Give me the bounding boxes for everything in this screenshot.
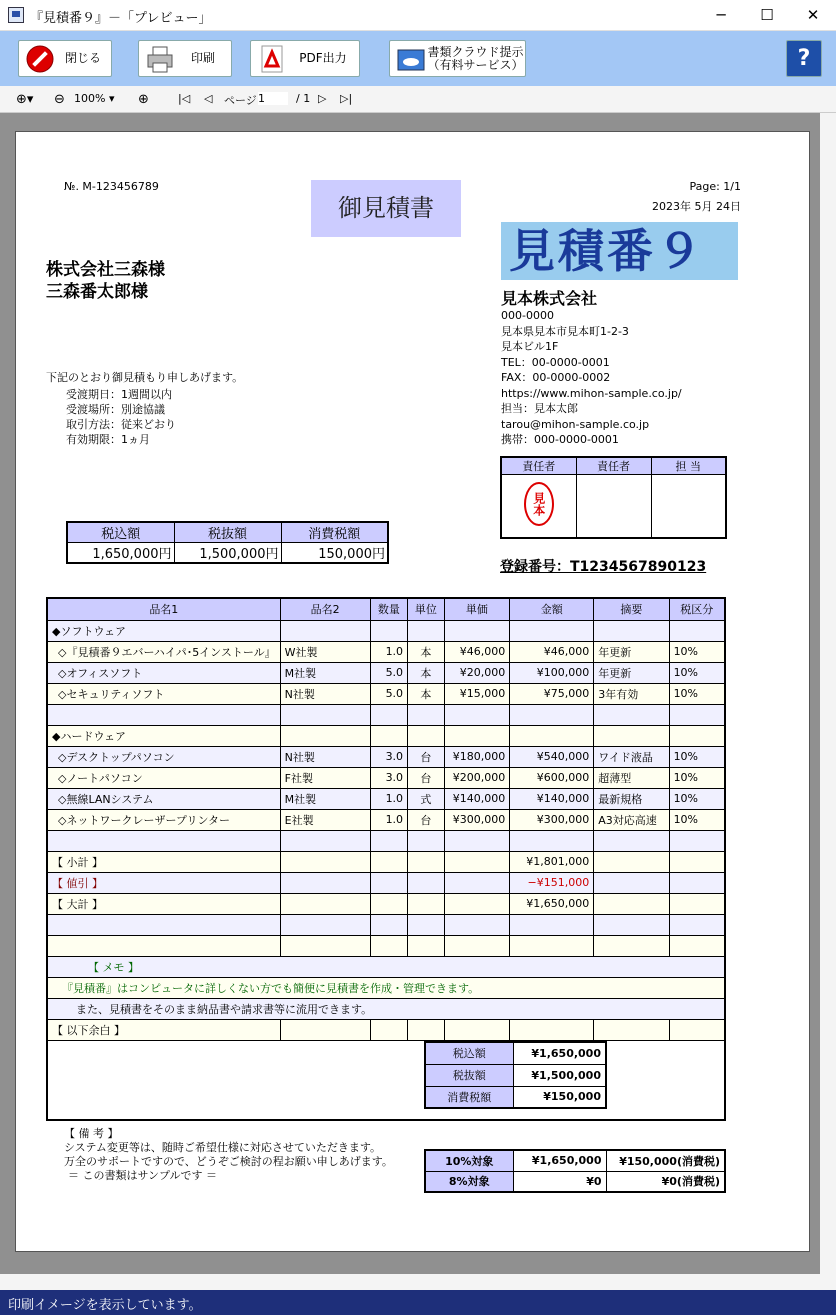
table-cell: [408, 830, 445, 851]
table-cell: [370, 872, 407, 893]
table-cell: ¥140,000: [444, 788, 510, 809]
table-cell: 10%: [669, 641, 725, 662]
table-cell: ワイド液晶: [594, 746, 669, 767]
cloud-folder-icon: [396, 44, 426, 74]
table-cell: [280, 620, 370, 641]
table-cell: 10%: [669, 767, 725, 788]
table-row: [47, 914, 725, 935]
memo-line-1: 『見積番』はコンピュータに詳しくない方でも簡便に見積書を作成・管理できます。: [47, 977, 725, 998]
zoom-reset-icon[interactable]: ⊕: [138, 92, 149, 107]
table-cell: [370, 830, 407, 851]
table-cell: 式: [408, 788, 445, 809]
table-cell: N社製: [280, 683, 370, 704]
table-cell: M社製: [280, 662, 370, 683]
table-cell: [444, 620, 510, 641]
table-cell: [444, 872, 510, 893]
registration-number: 登録番号：T1234567890123: [500, 559, 707, 575]
table-row: [47, 620, 725, 641]
table-cell: [47, 914, 280, 935]
table-cell: ¥200,000: [444, 767, 510, 788]
cloud-label-1: 書類クラウド提示: [427, 44, 524, 59]
table-cell: [370, 893, 407, 914]
table-cell: ¥100,000: [510, 662, 594, 683]
table-cell: [370, 851, 407, 872]
table-cell: [669, 620, 725, 641]
title-bar: [0, 0, 836, 31]
table-cell: A3対応高速: [594, 809, 669, 830]
table-cell: ◇『見積番９エバーハイパ･5インストール』: [47, 641, 280, 662]
status-bar: [0, 1290, 836, 1315]
table-cell: [594, 914, 669, 935]
doc-date: 2023年 5月 24日: [652, 200, 741, 213]
zoom-in-icon[interactable]: ⊕▾: [16, 92, 34, 107]
table-cell: E社製: [280, 809, 370, 830]
items-table: 品名1 品名2 数量 単位 単価 金額 摘要 税区分 ◆ソフトウェア ◇『見積番９エバーハイパ･5インストール』 W社製 1.0 本 ¥46,000 ¥46,000 年更新 10% ◇オフィスソフト M社製 5.0 本 ¥20,000 ¥100,000 年更新 10% ◇セキュリティソフト N社製 5.0 本 ¥15,000 ¥75,000 3年有効 10% ◆ハードウェア ◇デスクトップパソコン N社製 3.0 台 ¥180,000 ¥540,000 ワイド液晶 10% ◇ノートパソコン F社製 3.0 台 ¥200,000 ¥600,000 超薄型 10% ◇無線LANシステム M社製 1.0 式 ¥140,000 ¥140,000 最新規格 10% ◇ネットワークレーザープリンター E社製 1.0 台 ¥300,000 ¥300,000 A3対応高速 10% 【 小計 】 ¥1,801,000 【 値引 】 −¥151,000 【 大計 】 ¥1,650,000 【 メモ 】 『見積番』はコンピュータに詳しくない方でも簡便に見積書を作成・管理できます。 また、見積書をそのまま納品書や請求書等に流用できます。 【 以下余白 】: [46, 597, 726, 1121]
table-row: [47, 788, 725, 809]
table-cell: [594, 620, 669, 641]
table-cell: [669, 830, 725, 851]
table-cell: [594, 704, 669, 725]
table-cell: 5.0: [370, 662, 407, 683]
close-window-button[interactable]: ✕: [806, 6, 820, 24]
table-cell: 年更新: [594, 662, 669, 683]
remainder-label: 【 以下余白 】: [47, 1019, 280, 1040]
customer-company: 株式会社三森様: [46, 260, 165, 280]
pdf-export-button[interactable]: PDF出力: [250, 40, 360, 77]
table-cell: [594, 725, 669, 746]
table-cell: ¥540,000: [510, 746, 594, 767]
table-cell: 最新規格: [594, 788, 669, 809]
intro-text: 下記のとおり御見積もり申しあげます。: [46, 371, 244, 384]
first-page-icon[interactable]: |◁: [178, 92, 191, 105]
table-cell: [47, 704, 280, 725]
table-cell: ¥600,000: [510, 767, 594, 788]
table-cell: [669, 935, 725, 956]
table-cell: ◇デスクトップパソコン: [47, 746, 280, 767]
table-cell: [444, 914, 510, 935]
table-cell: ¥75,000: [510, 683, 594, 704]
table-row: [47, 851, 725, 872]
prev-page-icon[interactable]: ◁: [204, 92, 213, 105]
table-cell: 本: [408, 683, 445, 704]
table-cell: ◇ネットワークレーザープリンター: [47, 809, 280, 830]
table-cell: 10%: [669, 809, 725, 830]
table-cell: [669, 914, 725, 935]
print-button[interactable]: 印刷: [138, 40, 232, 77]
table-cell: [408, 893, 445, 914]
table-cell: 本: [408, 662, 445, 683]
window-title: 『見積番９』－「プレビュー」: [30, 11, 212, 26]
next-page-icon[interactable]: ▷: [318, 92, 327, 105]
doc-number: №. M-123456789: [64, 180, 159, 193]
status-text: 印刷イメージを表示しています。: [8, 1298, 202, 1313]
table-cell: 3.0: [370, 767, 407, 788]
table-cell: [408, 872, 445, 893]
table-row: [47, 704, 725, 725]
table-cell: W社製: [280, 641, 370, 662]
table-cell: ¥46,000: [510, 641, 594, 662]
table-cell: 台: [408, 746, 445, 767]
table-cell: 超薄型: [594, 767, 669, 788]
table-cell: [370, 914, 407, 935]
help-icon: ?: [797, 46, 811, 71]
table-cell: [510, 725, 594, 746]
horizontal-scrollbar[interactable]: [0, 1274, 820, 1290]
table-cell: [408, 914, 445, 935]
cloud-label-2: （有料サービス）: [427, 57, 524, 72]
cloud-share-button[interactable]: [389, 40, 526, 77]
help-button[interactable]: [786, 40, 822, 77]
table-cell: [669, 725, 725, 746]
table-cell: 【 大計 】: [47, 893, 280, 914]
table-cell: ◇ノートパソコン: [47, 767, 280, 788]
table-cell: [280, 872, 370, 893]
table-cell: [370, 620, 407, 641]
table-cell: [280, 851, 370, 872]
table-row: [47, 725, 725, 746]
table-cell: [669, 893, 725, 914]
table-cell: [444, 851, 510, 872]
table-row: [47, 893, 725, 914]
table-cell: −¥151,000: [510, 872, 594, 893]
doc-title: 御見積書: [311, 180, 461, 237]
page-total: / 1: [296, 92, 311, 105]
table-cell: M社製: [280, 788, 370, 809]
table-cell: 1.0: [370, 809, 407, 830]
table-cell: [370, 704, 407, 725]
table-cell: [510, 620, 594, 641]
table-cell: [510, 830, 594, 851]
close-button[interactable]: 閉じる: [18, 40, 112, 77]
table-row: [47, 872, 725, 893]
table-cell: [444, 893, 510, 914]
table-cell: [594, 830, 669, 851]
customer-person: 三森番太郎様: [46, 282, 148, 302]
totals-table: 税込額 ¥1,650,000 税抜額 ¥1,500,000 消費税額 ¥150,000: [424, 1041, 607, 1109]
table-cell: [408, 725, 445, 746]
table-cell: ¥180,000: [444, 746, 510, 767]
table-cell: 10%: [669, 788, 725, 809]
table-cell: [280, 914, 370, 935]
table-cell: 1.0: [370, 788, 407, 809]
table-cell: 【 小計 】: [47, 851, 280, 872]
table-cell: [47, 830, 280, 851]
table-cell: 10%: [669, 746, 725, 767]
table-cell: ¥300,000: [444, 809, 510, 830]
table-cell: [280, 725, 370, 746]
last-page-icon[interactable]: ▷|: [340, 92, 353, 105]
table-cell: [594, 851, 669, 872]
table-row: [47, 683, 725, 704]
table-cell: [444, 725, 510, 746]
table-cell: [510, 935, 594, 956]
page-input[interactable]: 1: [258, 92, 288, 105]
memo-line-2: また、見積書をそのまま納品書や請求書等に流用できます。: [47, 998, 725, 1019]
table-cell: [280, 935, 370, 956]
maximize-button[interactable]: ☐: [760, 6, 774, 24]
table-cell: [510, 914, 594, 935]
table-cell: ◆ソフトウェア: [47, 620, 280, 641]
toolbar: [0, 31, 836, 86]
table-cell: [510, 704, 594, 725]
table-cell: [370, 935, 407, 956]
tax-summary-table: 税込額 税抜額 消費税額 1,650,000円 1,500,000円 150,000円: [66, 521, 389, 564]
notes-block: システム変更等は、随時ご希望仕様に対応させていただきます。 万全のサポートですので、どうぞご検討の程お願い申しあげます。 ＝ この書類はサンプルです ＝: [64, 1141, 393, 1182]
close-icon: [25, 44, 55, 74]
table-cell: F社製: [280, 767, 370, 788]
table-cell: ◇無線LANシステム: [47, 788, 280, 809]
table-row: [47, 746, 725, 767]
table-cell: [408, 620, 445, 641]
approval-seal: 見本: [524, 482, 554, 526]
table-cell: [280, 893, 370, 914]
zoom-out-icon[interactable]: ⊖: [54, 92, 65, 107]
table-row: [47, 662, 725, 683]
table-row: [47, 935, 725, 956]
table-cell: ¥1,801,000: [510, 851, 594, 872]
table-cell: 10%: [669, 662, 725, 683]
table-cell: [280, 704, 370, 725]
table-cell: ◆ハードウェア: [47, 725, 280, 746]
table-cell: [444, 704, 510, 725]
table-cell: [594, 893, 669, 914]
table-cell: [408, 935, 445, 956]
table-cell: [594, 872, 669, 893]
estimate-document: [15, 131, 810, 1252]
seller-address: 000-0000 見本県見本市見本町1-2-3 見本ビル1F TEL：00-0000-0001 FAX：00-0000-0002 https://www.mihon-sample.co.jp/ 担当：見本太郎 tarou@mihon-sample.co.jp 携帯：000-0000-0001: [501, 309, 682, 446]
table-cell: ¥300,000: [510, 809, 594, 830]
table-cell: [444, 935, 510, 956]
table-row: [47, 809, 725, 830]
table-cell: 【 値引 】: [47, 872, 280, 893]
company-logo: 見積番９: [501, 222, 738, 280]
table-cell: ◇セキュリティソフト: [47, 683, 280, 704]
table-cell: [370, 725, 407, 746]
table-cell: 年更新: [594, 641, 669, 662]
pdf-icon: [257, 44, 287, 74]
table-cell: ◇オフィスソフト: [47, 662, 280, 683]
app-icon: [8, 7, 24, 23]
table-cell: [669, 851, 725, 872]
table-cell: ¥46,000: [444, 641, 510, 662]
table-cell: [594, 935, 669, 956]
table-row: [47, 767, 725, 788]
table-cell: 3.0: [370, 746, 407, 767]
page-indicator: Page: 1/1: [689, 180, 741, 193]
table-cell: 台: [408, 767, 445, 788]
zoom-select[interactable]: 100% ▾: [74, 92, 115, 105]
table-cell: [444, 830, 510, 851]
minimize-button[interactable]: ─: [716, 6, 726, 24]
seller-name: 見本株式会社: [501, 289, 598, 308]
terms-block: 受渡期日：1週間以内 受渡場所：別途協議 取引方法：従来どおり 有効期限：1ヵ月: [66, 388, 176, 446]
table-cell: 台: [408, 809, 445, 830]
table-cell: [47, 935, 280, 956]
table-row: [47, 641, 725, 662]
table-cell: [669, 872, 725, 893]
table-cell: [408, 851, 445, 872]
table-cell: ¥15,000: [444, 683, 510, 704]
printer-icon: [145, 44, 175, 74]
table-cell: ¥1,650,000: [510, 893, 594, 914]
tax-rate-table: 10%対象 ¥1,650,000 ¥150,000(消費税) 8%対象 ¥0 ¥0(消費税): [424, 1149, 726, 1193]
table-cell: [669, 704, 725, 725]
table-row: [47, 830, 725, 851]
table-cell: ¥140,000: [510, 788, 594, 809]
approval-stamp-table: 責任者 責任者 担 当 見本: [500, 456, 727, 539]
table-cell: 10%: [669, 683, 725, 704]
vertical-scrollbar[interactable]: [820, 113, 836, 1290]
table-cell: 5.0: [370, 683, 407, 704]
notes-title: 【 備 考 】: [64, 1127, 119, 1140]
table-cell: 1.0: [370, 641, 407, 662]
table-cell: N社製: [280, 746, 370, 767]
table-cell: [280, 830, 370, 851]
table-cell: 本: [408, 641, 445, 662]
memo-title: 【 メモ 】: [47, 956, 725, 977]
table-cell: [408, 704, 445, 725]
table-cell: ¥20,000: [444, 662, 510, 683]
navigation-bar: [0, 86, 836, 113]
page-label: ページ: [224, 94, 257, 107]
table-cell: 3年有効: [594, 683, 669, 704]
